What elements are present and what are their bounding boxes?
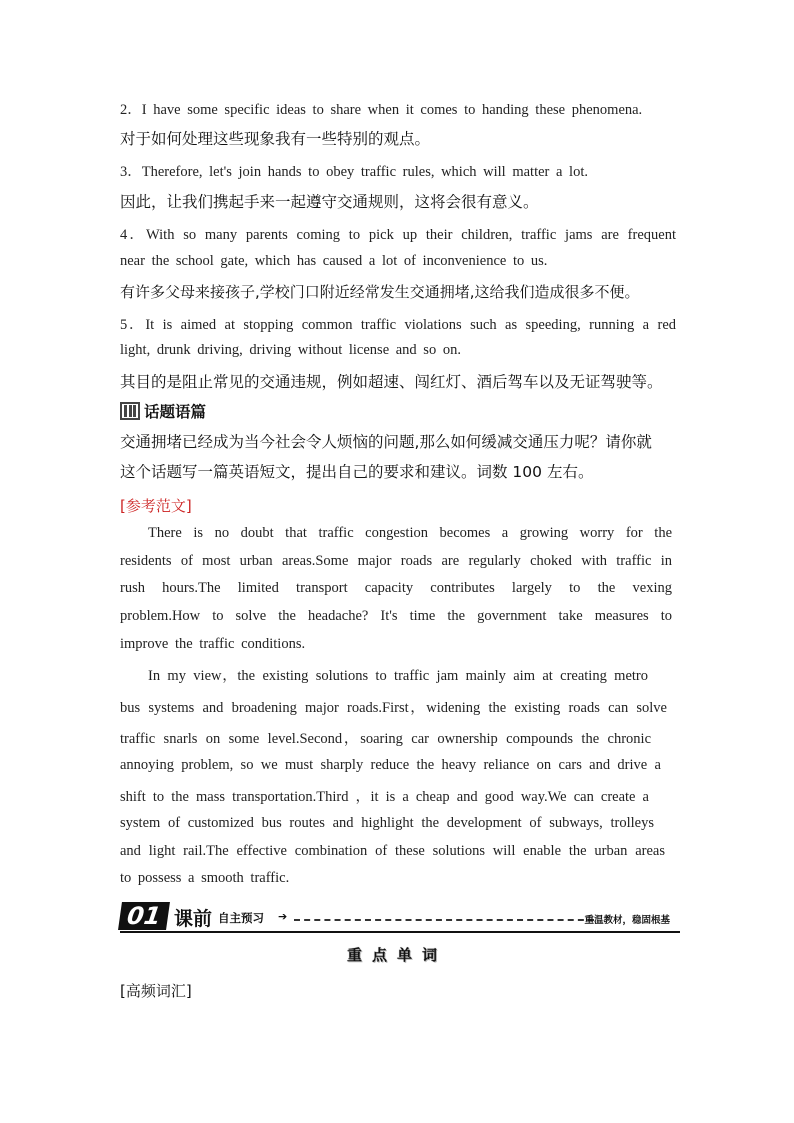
banner-number: 01 [118, 902, 170, 930]
reference-essay-label: [参考范文] [120, 497, 192, 515]
essay-para2-line8: to possess a smooth traffic. [120, 870, 290, 886]
key-words-heading: 重点单词 [346, 946, 447, 964]
essay-para1-line2: residents of most urban areas.Some major roads are regularly choked with traffic in [120, 553, 672, 569]
banner-title: 课前 [174, 908, 213, 930]
high-frequency-vocab-label: [高频词汇] [120, 982, 192, 1000]
sentence-5-chinese: 其目的是阻止常见的交通违规，例如超速、闯红灯、酒后驾车以及无证驾驶等。 [120, 373, 663, 391]
essay-para2-line7: and light rail.The effective combination of these solutions will enable the urban areas [120, 843, 665, 859]
sentence-3-english: 3．Therefore, let's join hands to obey traffic rules, which will matter a lot. [120, 164, 588, 180]
essay-para2-line6: system of customized bus routes and highlight the development of subways, trolleys [120, 815, 654, 831]
prompt-line-1: 交通拥堵已经成为当今社会令人烦恼的问题,那么如何缓减交通压力呢？请你就 [120, 433, 652, 451]
section-title: 话题语篇 [144, 403, 207, 421]
banner-right-text: 重温教材，稳固根基 [584, 915, 670, 926]
roman-numeral-three-icon [120, 402, 140, 420]
sentence-4-english-line1: 4．With so many parents coming to pick up their children, traffic jams are frequent [120, 227, 676, 243]
sentence-3-chinese: 因此，让我们携起手来一起遵守交通规则，这将会很有意义。 [120, 193, 539, 211]
sentence-4-chinese: 有许多父母来接孩子,学校门口附近经常发生交通拥堵,这给我们造成很多不便。 [120, 283, 640, 301]
essay-para2-line4: annoying problem, so we must sharply reduce the heavy reliance on cars and drive a [120, 757, 661, 773]
sentence-2-english: 2．I have some specific ideas to share when it comes to handing these phenomena. [120, 102, 643, 118]
essay-para1-line3: rush hours.The limited transport capacity contributes largely to the vexing [120, 580, 672, 596]
sentence-2-chinese: 对于如何处理这些现象我有一些特别的观点。 [120, 130, 431, 148]
essay-para1-line1: There is no doubt that traffic congestion becomes a growing worry for the [148, 525, 672, 541]
essay-para1-line4: problem.How to solve the headache? It's time the government take measures to [120, 608, 672, 624]
section-heading [120, 400, 206, 422]
banner-dashed-line [294, 919, 594, 921]
banner-underline [120, 931, 680, 933]
sentence-5-english-line1: 5．It is aimed at stopping common traffic violations such as speeding, running a red [120, 317, 676, 333]
arrow-right-icon: ➔ [278, 910, 288, 923]
essay-para2-line5: shift to the mass transportation.Third ，it is a cheap and good way.We can create a [120, 789, 649, 805]
banner-subtitle: 自主预习 [218, 911, 264, 925]
sentence-5-english-line2: light, drunk driving, driving without license and so on. [120, 342, 461, 358]
preview-banner [120, 900, 680, 934]
prompt-line-2: 这个话题写一篇英语短文，提出自己的要求和建议。词数 100 左右。 [120, 463, 594, 481]
essay-para2-line3: traffic snarls on some level.Second，soaring car ownership compounds the chronic [120, 731, 651, 747]
essay-para1-line5: improve the traffic conditions. [120, 636, 306, 652]
sentence-4-english-line2: near the school gate, which has caused a lot of inconvenience to us. [120, 253, 548, 269]
essay-para2-line2: bus systems and broadening major roads.First，widening the existing roads can solve [120, 700, 667, 716]
essay-para2-line1: In my view，the existing solutions to traffic jam mainly aim at creating metro [148, 668, 648, 684]
